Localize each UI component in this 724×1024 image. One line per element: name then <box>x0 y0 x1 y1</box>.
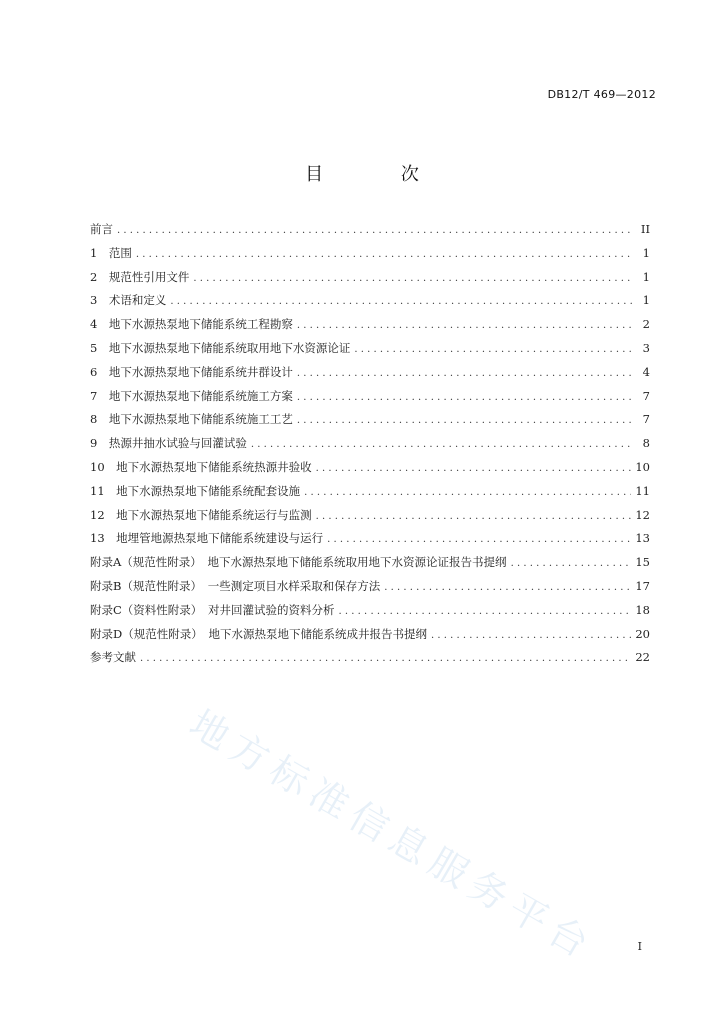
toc-entry-4[interactable] <box>90 313 650 337</box>
dot-leader <box>384 576 631 599</box>
dot-leader <box>140 647 631 670</box>
toc-entry-page: 8 <box>642 436 650 451</box>
dot-leader <box>297 314 634 337</box>
dot-leader <box>170 290 634 313</box>
toc-entry-appendix-d[interactable] <box>90 623 650 647</box>
dot-leader <box>117 219 634 242</box>
toc-entry-foreword[interactable] <box>90 218 650 242</box>
toc-entry-label: 11 地下水源热泵地下储能系统配套设施 <box>90 483 301 498</box>
toc-entry-7[interactable] <box>90 385 650 409</box>
toc-entry-appendix-b[interactable] <box>90 575 650 599</box>
dot-leader <box>193 267 634 290</box>
toc-entry-5[interactable] <box>90 337 650 361</box>
toc-entry-appendix-a[interactable] <box>90 551 650 575</box>
toc-entry-label: 13 地埋管地源热泵地下储能系统建设与运行 <box>90 531 324 546</box>
toc-entry-label: 2 规范性引用文件 <box>90 269 190 284</box>
toc-entry-page: 4 <box>642 364 650 379</box>
toc-entry-page: 10 <box>635 459 650 474</box>
dot-leader <box>304 481 631 504</box>
toc-entry-page: 3 <box>642 340 650 355</box>
toc-entry-page: 2 <box>642 317 650 332</box>
dot-leader <box>297 362 634 385</box>
toc-entry-page: 1 <box>642 269 650 284</box>
toc-entry-label: 参考文献 <box>90 650 136 665</box>
dot-leader <box>316 505 632 528</box>
toc-entry-page: 13 <box>635 531 650 546</box>
toc-entry-page: 1 <box>642 245 650 260</box>
toc-entry-label: 8 地下水源热泵地下储能系统施工工艺 <box>90 412 293 427</box>
toc-entry-page: 7 <box>642 388 650 403</box>
toc-entry-1[interactable] <box>90 242 650 266</box>
toc-entry-2[interactable] <box>90 266 650 290</box>
toc-entry-6[interactable] <box>90 361 650 385</box>
toc-entry-page: II <box>640 222 650 236</box>
toc-title: 目 次 <box>305 164 455 185</box>
toc-entry-label: 附录A（规范性附录） 地下水源热泵地下储能系统取用地下水资源论证报告书提纲 <box>90 555 507 570</box>
toc-entry-label: 9 热源井抽水试验与回灌试验 <box>90 436 247 451</box>
toc-entry-label: 前言 <box>90 222 113 236</box>
toc-entry-page: 20 <box>635 626 650 641</box>
dot-leader <box>297 386 634 409</box>
dot-leader <box>511 552 632 575</box>
dot-leader <box>251 433 634 456</box>
toc-entry-label: 1 范围 <box>90 245 132 260</box>
toc-entry-label: 附录C（资料性附录） 对井回灌试验的资料分析 <box>90 602 335 617</box>
standard-code: DB12/T 469—2012 <box>547 88 656 101</box>
toc-entry-label: 附录D（规范性附录） 地下水源热泵地下储能系统成井报告书提纲 <box>90 626 427 641</box>
toc-entry-label: 10 地下水源热泵地下储能系统热源井验收 <box>90 459 312 474</box>
toc-entry-label: 12 地下水源热泵地下储能系统运行与监测 <box>90 507 312 522</box>
toc-entry-label: 3 术语和定义 <box>90 293 167 308</box>
dot-leader <box>431 624 631 647</box>
dot-leader <box>136 243 634 266</box>
toc-entry-label: 附录B（规范性附录） 一些测定项目水样采取和保存方法 <box>90 578 381 593</box>
toc-entry-3[interactable] <box>90 289 650 313</box>
toc-entry-13[interactable] <box>90 527 650 551</box>
toc-entry-page: 22 <box>635 650 650 665</box>
page-number: I <box>637 940 642 953</box>
toc-entry-label: 5 地下水源热泵地下储能系统取用地下水资源论证 <box>90 340 351 355</box>
dot-leader <box>339 600 632 623</box>
toc-entry-label: 6 地下水源热泵地下储能系统井群设计 <box>90 364 293 379</box>
toc-entry-page: 7 <box>642 412 650 427</box>
toc-entry-11[interactable] <box>90 480 650 504</box>
dot-leader <box>297 409 634 432</box>
dot-leader <box>316 457 632 480</box>
toc-entry-page: 17 <box>635 578 650 593</box>
table-of-contents <box>90 218 650 670</box>
toc-entry-page: 11 <box>635 483 650 498</box>
dot-leader <box>327 528 631 551</box>
toc-entry-appendix-c[interactable] <box>90 599 650 623</box>
toc-entry-9[interactable] <box>90 432 650 456</box>
toc-entry-page: 15 <box>635 555 650 570</box>
toc-entry-label: 7 地下水源热泵地下储能系统施工方案 <box>90 388 293 403</box>
watermark: 地方标准信息服务平台 <box>182 701 603 970</box>
toc-entry-page: 18 <box>635 602 650 617</box>
toc-entry-label: 4 地下水源热泵地下储能系统工程勘察 <box>90 317 293 332</box>
toc-entry-references[interactable] <box>90 646 650 670</box>
toc-entry-page: 1 <box>642 293 650 308</box>
toc-entry-8[interactable] <box>90 408 650 432</box>
toc-entry-10[interactable] <box>90 456 650 480</box>
toc-entry-12[interactable] <box>90 504 650 528</box>
dot-leader <box>354 338 634 361</box>
toc-entry-page: 12 <box>635 507 650 522</box>
